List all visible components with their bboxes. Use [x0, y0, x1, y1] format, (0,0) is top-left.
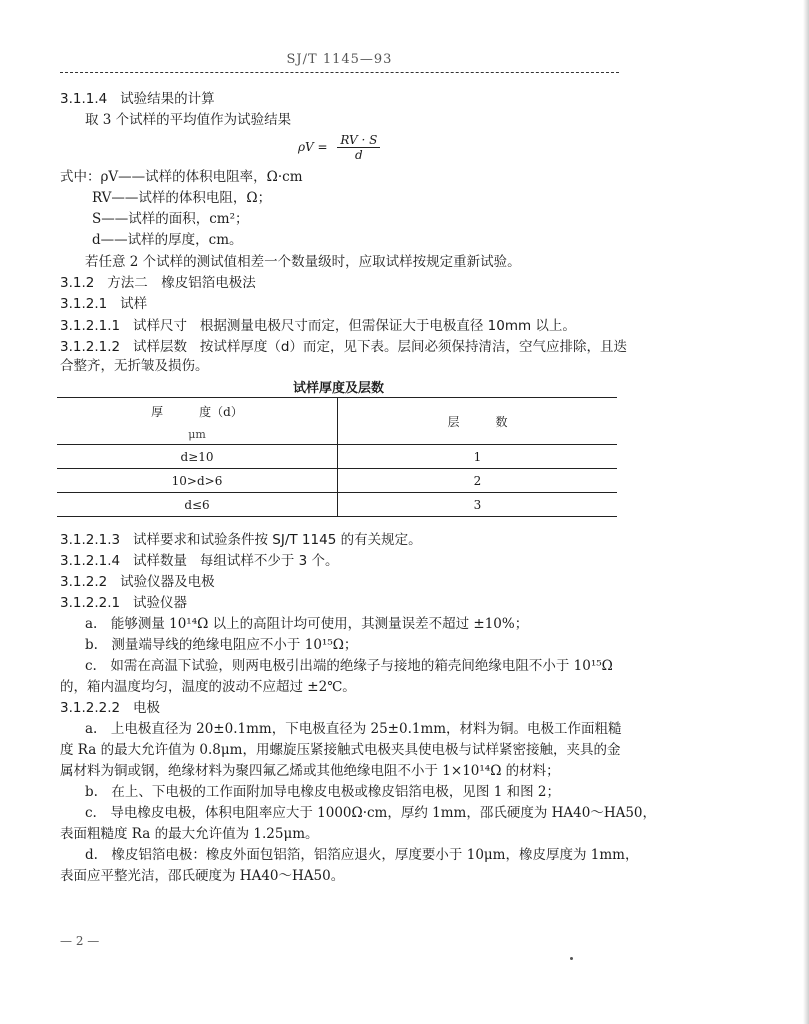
list-item-a: a. 上电极直径为 20±0.1mm，下电极直径为 25±0.1mm，材料为铜。电极工作面粗糙 [85, 721, 622, 737]
table-cell-thickness: d≤6 [57, 493, 338, 517]
section-title: 电极 [133, 700, 160, 716]
page-number: — 2 — [60, 934, 100, 948]
retest-note: 若任意 2 个试样的测试值相差一个数量级时，应取试样按规定重新试验。 [85, 254, 521, 270]
scan-speck [570, 957, 573, 960]
list-item-d-continued: 表面应平整光洁，邵氏硬度为 HA40～HA50。 [60, 868, 345, 884]
list-item-b: b. 测量端导线的绝缘电阻应不小于 10¹⁵Ω； [85, 637, 358, 653]
list-item-d: d. 橡皮铝箔电极：橡皮外面包铝箔，铝箔应退火，厚度要小于 10μm，橡皮厚度为 1mm， [85, 847, 639, 863]
section-title: 试验仪器 [133, 595, 187, 611]
list-item-a-continued: 属材料为铜或钢，绝缘材料为聚四氟乙烯或其他绝缘电阻不小于 1×10¹⁴Ω 的材料； [60, 763, 560, 779]
section-3-1-2-1-3 [60, 530, 422, 550]
where-line [60, 167, 303, 187]
list-item-c: c. 如需在高温下试验，则两电极引出端的绝缘子与接地的箱壳间绝缘电阻不小于 10¹⁵Ω [85, 658, 613, 674]
section-text: 按试样厚度（d）而定，见下表。层间必须保持清洁，空气应排除，且迭 [199, 339, 627, 355]
table-row [57, 493, 617, 517]
section-3-1-2-1-1 [60, 316, 576, 336]
section-title: 试验仪器及电极 [120, 574, 215, 590]
section-number: 3.1.2.1.4 [60, 553, 121, 569]
where-item: d——试样的厚度，cm。 [92, 232, 243, 248]
where-item: ρV——试样的体积电阻率，Ω·cm [100, 169, 303, 185]
section-3-1-2-1-2 [60, 337, 627, 357]
table-cell-thickness: d≥10 [57, 445, 338, 469]
section-title: 方法二 橡皮铝箔电极法 [107, 275, 256, 291]
table-header-thickness: 厚 度（d） [57, 398, 338, 425]
section-number: 3.1.2.2 [60, 574, 108, 590]
list-item-c-continued: 的，箱内温度均匀，温度的波动不应超过 ±2℃。 [60, 679, 356, 695]
list-item-c-continued: 表面粗糙度 Ra 的最大允许值为 1.25μm。 [60, 826, 319, 842]
table-cell-layers: 1 [338, 445, 618, 469]
section-number: 3.1.2 [60, 275, 95, 291]
section-3-1-2-1-4 [60, 551, 339, 571]
list-item-b: b. 在上、下电极的工作面附加导电橡皮电极或橡皮铝箔电极，见图 1 和图 2； [85, 784, 560, 800]
section-text-continued: 合整齐，无折皱及损伤。 [60, 358, 209, 374]
where-item: S——试样的面积，cm²； [92, 211, 249, 227]
document-header-code: SJ/T 1145—93 [286, 52, 393, 67]
section-title: 试样数量 [133, 553, 187, 569]
section-number: 3.1.2.1 [60, 296, 108, 312]
table-cell-layers: 3 [338, 493, 618, 517]
section-title: 试样 [120, 296, 148, 312]
table-cell-layers: 2 [338, 469, 618, 493]
formula-fraction [337, 133, 380, 162]
section-title: 试样要求和试验条件按 SJ/T 1145 的有关规定。 [133, 532, 422, 548]
section-3-1-2-2-2 [60, 698, 160, 718]
section-title: 试验结果的计算 [120, 91, 215, 107]
section-number: 3.1.1.4 [60, 91, 108, 107]
section-3-1-2 [60, 273, 256, 293]
section-number: 3.1.2.1.1 [60, 318, 121, 334]
section-text: 每组试样不少于 3 个。 [199, 553, 339, 569]
table-header-row [57, 398, 617, 425]
list-item-a-continued: 度 Ra 的最大允许值为 0.8μm，用螺旋压紧接触式电极夹具使电极与试样紧密接触，夹具的金 [60, 742, 621, 758]
section-3-1-1-4 [60, 89, 215, 109]
section-text: 根据测量电极尺寸而定，但需保证大于电极直径 10mm 以上。 [199, 318, 576, 334]
table-title: 试样厚度及层数 [292, 381, 384, 396]
formula: ρV = $\frac{RV \cdot S}{d}$ [298, 133, 380, 162]
formula-numerator: RV · S [337, 133, 380, 148]
table-row [57, 445, 617, 469]
table-row [57, 469, 617, 493]
header-rule [60, 72, 619, 73]
section-number: 3.1.2.1.2 [60, 339, 121, 355]
section-number: 3.1.2.2.1 [60, 595, 121, 611]
section-3-1-2-2-1 [60, 593, 187, 613]
where-item: RV——试样的体积电阻，Ω； [92, 190, 272, 206]
formula-lhs: ρV [298, 140, 314, 154]
paragraph-text: 取 3 个试样的平均值作为试验结果 [85, 112, 292, 128]
section-3-1-2-2 [60, 572, 215, 592]
table-cell-thickness: 10>d>6 [57, 469, 338, 493]
thickness-layers-table [57, 397, 617, 517]
list-item-c: c. 导电橡皮电极，体积电阻率应大于 1000Ω·cm，厚约 1mm，邵氏硬度为 HA40～HA50， [85, 805, 657, 821]
section-title: 试样层数 [133, 339, 187, 355]
section-number: 3.1.2.1.3 [60, 532, 121, 548]
where-label: 式中： [60, 169, 101, 185]
section-title: 试样尺寸 [133, 318, 187, 334]
section-number: 3.1.2.2.2 [60, 700, 121, 716]
scan-edge-shadow [803, 0, 809, 1024]
table-unit: μm [188, 427, 206, 441]
formula-denominator: d [355, 148, 363, 162]
list-item-a: a. 能够测量 10¹⁴Ω 以上的高阻计均可使用，其测量误差不超过 ±10%； [85, 616, 529, 632]
section-3-1-2-1 [60, 294, 147, 314]
table-header-layers: 层 数 [338, 398, 618, 445]
